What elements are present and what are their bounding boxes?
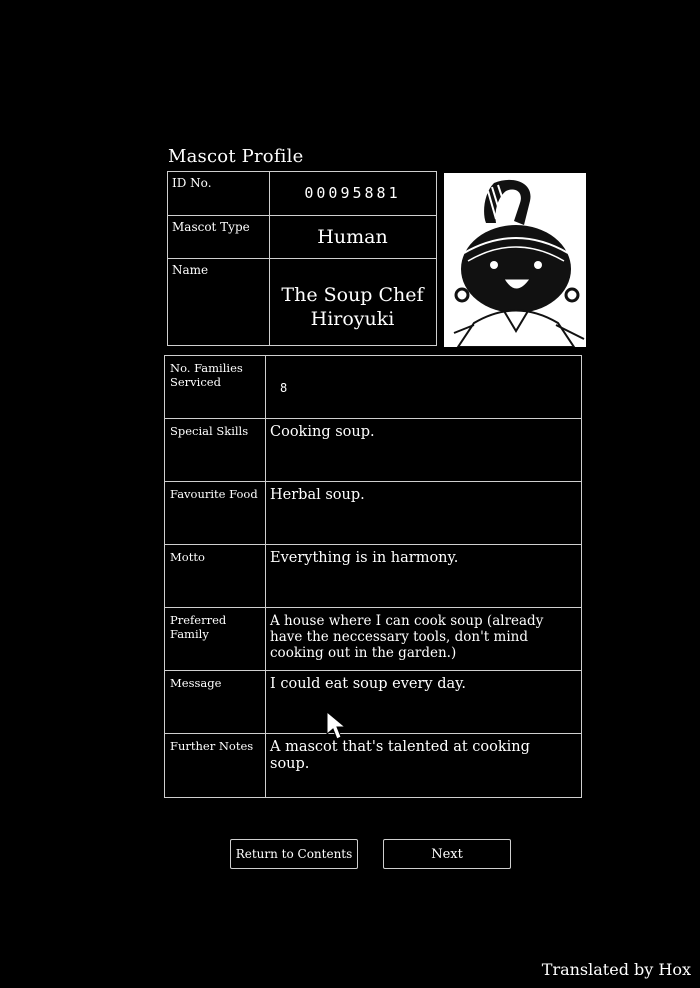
detail-row-family bbox=[165, 608, 581, 671]
food-value: Herbal soup. bbox=[270, 487, 365, 503]
families-value: 8 bbox=[280, 381, 288, 395]
name-label: Name bbox=[172, 263, 209, 277]
type-label: Mascot Type bbox=[172, 220, 250, 234]
motto-value: Everything is in harmony. bbox=[270, 550, 459, 566]
message-label: Message bbox=[170, 676, 222, 690]
next-button[interactable]: Next bbox=[383, 839, 511, 869]
family-value: A house where I can cook soup (already have the neccessary tools, don't mind cooking out in the garden.) bbox=[270, 613, 544, 661]
page-title: Mascot Profile bbox=[168, 146, 304, 167]
id-value: 00095881 bbox=[304, 184, 401, 202]
details-table bbox=[164, 355, 582, 798]
notes-value: A mascot that's talented at cooking soup. bbox=[270, 739, 530, 772]
type-row bbox=[168, 216, 436, 259]
detail-row-families bbox=[165, 356, 581, 419]
detail-row-skills bbox=[165, 419, 581, 482]
mascot-portrait bbox=[444, 173, 586, 347]
mascot-portrait-illustration bbox=[444, 173, 586, 347]
family-label: Preferred Family bbox=[170, 613, 227, 641]
skills-label: Special Skills bbox=[170, 424, 249, 438]
mouse-pointer-icon bbox=[326, 711, 348, 741]
skills-value: Cooking soup. bbox=[270, 424, 375, 440]
name-value bbox=[269, 283, 436, 331]
return-to-contents-button[interactable]: Return to Contents bbox=[230, 839, 358, 869]
name-line-1: The Soup Chef bbox=[281, 284, 424, 306]
detail-row-message bbox=[165, 671, 581, 734]
food-label: Favourite Food bbox=[170, 487, 258, 501]
id-row bbox=[168, 172, 436, 216]
profile-header-table bbox=[167, 171, 437, 346]
id-label: ID No. bbox=[172, 176, 212, 190]
motto-label: Motto bbox=[170, 550, 205, 564]
name-line-2: Hiroyuki bbox=[310, 308, 395, 330]
detail-row-food bbox=[165, 482, 581, 545]
type-value: Human bbox=[317, 226, 388, 248]
notes-label: Further Notes bbox=[170, 739, 254, 753]
translator-credit: Translated by Hox bbox=[541, 960, 691, 979]
message-value: I could eat soup every day. bbox=[270, 676, 467, 692]
detail-row-notes bbox=[165, 734, 581, 797]
families-label: No. Families Serviced bbox=[170, 361, 243, 389]
name-row bbox=[168, 259, 436, 345]
detail-row-motto bbox=[165, 545, 581, 608]
